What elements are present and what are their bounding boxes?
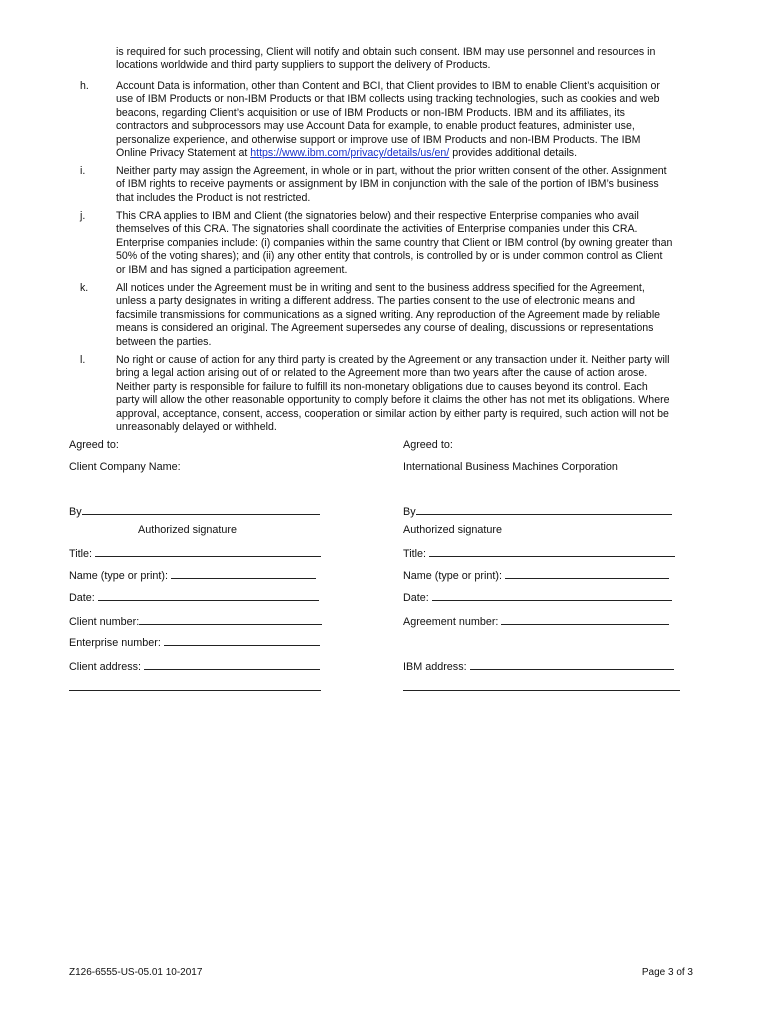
ibm-authorized-signature-label: Authorized signature	[403, 524, 503, 536]
clause-h-tail: provides additional details.	[449, 147, 578, 160]
ibm-date-field[interactable]	[432, 589, 672, 601]
client-agreed-to: Agreed to:	[69, 439, 119, 451]
ibm-date-label: Date:	[403, 592, 429, 604]
ibm-by-label: By	[403, 506, 416, 518]
ibm-address-field[interactable]	[470, 658, 674, 670]
ibm-title-field[interactable]	[429, 545, 675, 557]
client-authorized-signature-label: Authorized signature	[138, 524, 238, 536]
ibm-name-row	[403, 567, 669, 583]
client-date-field[interactable]	[98, 589, 319, 601]
enterprise-number-label: Enterprise number:	[69, 637, 161, 649]
ibm-address-label: IBM address:	[403, 661, 467, 673]
clause-h-label: h.	[80, 80, 89, 92]
client-name-field[interactable]	[171, 567, 316, 579]
agreement-number-field[interactable]	[501, 613, 669, 625]
clause-h-body: Account Data is information, other than Content and BCI, that Client provides to IBM to enable Client’s acquisition or use of IBM Products or non-IBM Products or that IBM collects using tracking technologies, such as cookies and web beacons, regarding Client’s acquisition or use of IBM Products or non-IBM Products. IBM and its affiliates, its contractors and subprocessors may use Account Data for example, to enable product features, administer use, personalize experience, and otherwise support or improve use of IBM Products and non-IBM Products. The IBM Online Privacy Statement at	[116, 80, 660, 160]
client-title-field[interactable]	[95, 545, 321, 557]
client-number-field[interactable]	[139, 613, 322, 625]
clause-j-label: j.	[80, 210, 86, 222]
client-date-label: Date:	[69, 592, 95, 604]
enterprise-number-row	[69, 634, 320, 650]
ibm-signature-field[interactable]	[416, 503, 672, 515]
enterprise-number-field[interactable]	[164, 634, 320, 646]
client-name-row	[69, 567, 316, 583]
ibm-address-row	[403, 658, 674, 674]
clause-i-label: i.	[80, 165, 86, 177]
ibm-date-row	[403, 589, 672, 605]
ibm-by-row	[403, 503, 672, 519]
client-title-row	[69, 545, 321, 561]
clause-l-label: l.	[80, 354, 86, 366]
client-name-label: Name (type or print):	[69, 570, 169, 582]
client-by-label: By	[69, 506, 82, 518]
ibm-agreed-to: Agreed to:	[403, 439, 453, 451]
form-id: Z126-6555-US-05.01 10-2017	[69, 967, 203, 978]
client-company-name-label: Client Company Name:	[69, 461, 181, 473]
clause-i-text: Neither party may assign the Agreement, in whole or in part, without the prior written consent of the other. Assignment of IBM rights to receive payments or assignment by IBM in conjunction with the sale of the portion of IBM’s business that includes the Product is not restricted.	[116, 165, 667, 204]
ibm-title-row	[403, 545, 675, 561]
ibm-privacy-link[interactable]: https://www.ibm.com/privacy/details/us/en/	[250, 147, 450, 160]
agreement-number-label: Agreement number:	[403, 616, 499, 628]
client-number-label: Client number:	[69, 616, 140, 628]
clause-k-label: k.	[80, 282, 89, 294]
clause-h-text	[116, 80, 714, 160]
clause-k-text: All notices under the Agreement must be in writing and sent to the business address specified for the Agreement, unless a party designates in writing a different address. The parties consent to the use of electronic means and facsimile transmissions for communications as a signed writing. Any reproduction of the Agreement made by reliable means is considered an original. The Agreement supersedes any course of dealing, discussions or representations between the parties.	[116, 282, 661, 348]
clause-l-text: No right or cause of action for any third party is created by the Agreement or any transaction under it. Neither party will bring a legal action arising out of or related to the Agreement more than two years after the cause of action arose. Neither party is responsible for failure to fulfill its non-monetary obligations due to causes beyond its control. Each party will allow the other reasonable opportunity to comply before it claims the other has not met its obligations. Where approval, acceptance, consent, access, cooperation or similar action by either party is required, such action will not be unreasonably delayed or withheld.	[116, 354, 670, 434]
client-signature-field[interactable]	[82, 503, 320, 515]
client-address-label: Client address:	[69, 661, 142, 673]
clause-g-text: is required for such processing, Client will notify and obtain such consent. IBM may use personnel and resources in locations worldwide and third party suppliers to support the delivery of Products.	[116, 46, 656, 72]
client-by-row	[69, 503, 320, 519]
ibm-name-label: Name (type or print):	[403, 570, 503, 582]
page-number: Page 3 of 3	[641, 967, 693, 978]
client-number-row	[69, 613, 322, 629]
client-title-label: Title:	[69, 548, 92, 560]
client-address-line-2[interactable]	[69, 690, 321, 691]
ibm-address-line-2[interactable]	[403, 690, 680, 691]
agreement-number-row	[403, 613, 669, 629]
ibm-name-field[interactable]	[505, 567, 669, 579]
client-address-row	[69, 658, 320, 674]
ibm-company-name: International Business Machines Corporation	[403, 461, 618, 473]
clause-j-text: This CRA applies to IBM and Client (the signatories below) and their respective Enterprise companies who avail themselves of this CRA. The signatories shall coordinate the activities of Enterprise companies under this CRA. Enterprise companies include: (i) companies within the same country that Client or IBM control (by owning greater than 50% of the voting shares); and (ii) any other entity that controls, is controlled by or is under common control as Client or IBM and has signed a participation agreement.	[116, 210, 673, 276]
client-address-field[interactable]	[144, 658, 320, 670]
ibm-title-label: Title:	[403, 548, 426, 560]
client-date-row	[69, 589, 319, 605]
